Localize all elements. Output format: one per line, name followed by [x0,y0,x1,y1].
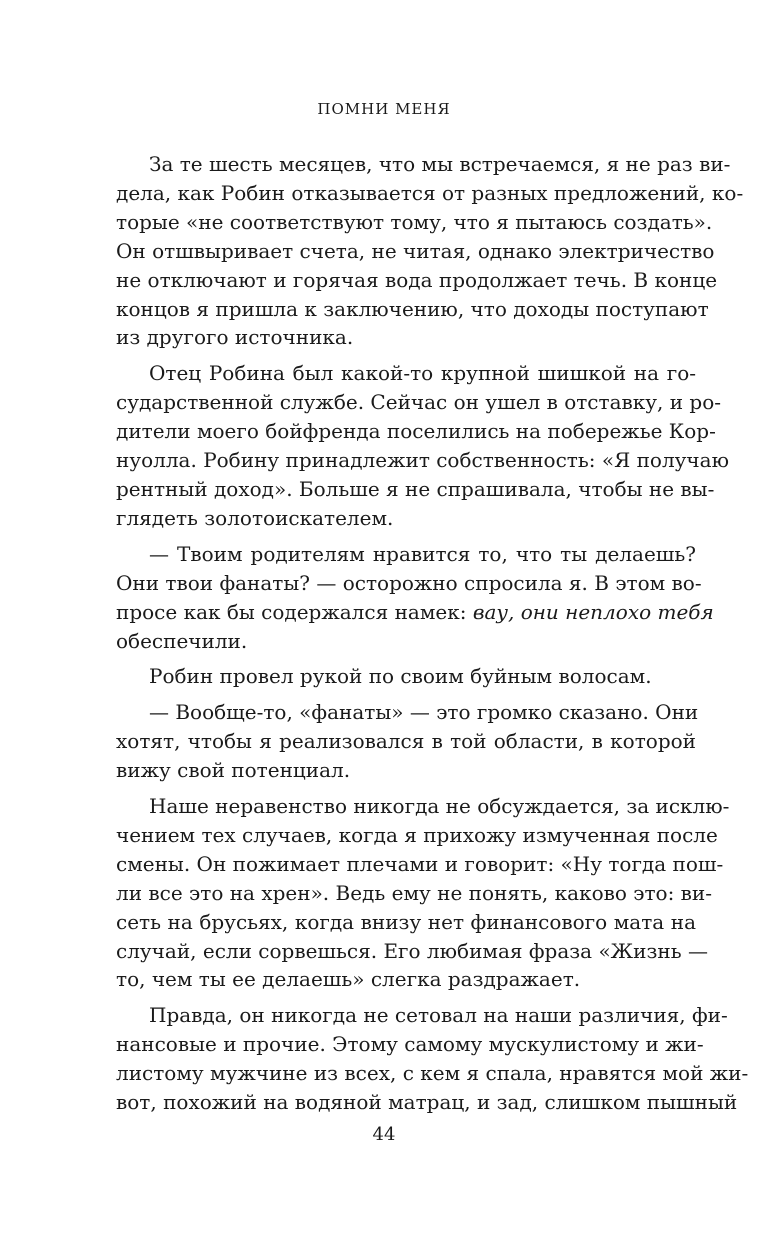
paragraph-2-line-1: Отец Робина был какой-то крупной шишкой на го- [149,361,696,386]
paragraph-1-line-3: торые «не соответствуют тому, что я пытаюсь создать». [116,209,713,234]
paragraph-2-line-4: нуолла. Робину принадлежит собственность: «Я получаю [116,448,729,473]
paragraph-1-line-6: концов я пришла к заключению, что доходы поступают [116,296,709,321]
paragraph-5-line-3: вижу свой потенциал. [116,758,351,783]
paragraph-3-line-2: Они твои фанаты? — осторожно спросила я. В этом во- [116,570,702,595]
paragraph-6-line-6: случай, если сорвешься. Его любимая фраза «Жизнь — [116,938,708,963]
running-head: ПОМНИ МЕНЯ [317,100,451,118]
paragraph-7-line-2: нансовые и прочие. Этому самому мускулистому и жи- [116,1032,704,1057]
page-number: 44 [372,1124,396,1145]
paragraph-2-line-5: рентный доход». Больше я не спрашивала, чтобы не вы- [116,476,715,501]
paragraph-5-line-1: — Вообще-то, «фанаты» — это громко сказано. Они [149,700,699,725]
paragraph-5-line-2: хотят, чтобы я реализовался в той области, в которой [116,729,696,754]
paragraph-1-line-5: не отключают и горячая вода продолжает течь. В конце [116,267,718,292]
body-text [116,150,749,1117]
paragraph-6-line-1: Наше неравенство никогда не обсуждается, за исклю- [149,794,730,819]
paragraph-7-line-4: вот, похожий на водяной матрац, и зад, слишком пышный [116,1090,738,1115]
paragraph-2-line-6: глядеть золотоискателем. [116,505,394,530]
paragraph-2-line-2: сударственной службе. Сейчас он ушел в отставку, и ро- [116,390,722,415]
paragraph-7-line-3: листому мужчине из всех, с кем я спала, нравятся мой жи- [116,1061,749,1086]
paragraph-1-line-1: За те шесть месяцев, что мы встречаемся, я не раз ви- [149,152,731,176]
paragraph-2-line-3: дители моего бойфренда поселились на побережье Кор- [116,419,716,444]
paragraph-3-line-4: обеспечили. [116,628,248,653]
paragraph-6-line-3: смены. Он пожимает плечами и говорит: «Ну тогда пош- [116,851,724,876]
paragraph-6-line-5: сеть на брусьях, когда внизу нет финансового мата на [116,909,696,934]
paragraph-1-line-2: дела, как Робин отказывается от разных предложений, ко- [116,180,744,205]
paragraph-3-line-1: — Твоим родителям нравится то, что ты делаешь? [149,541,696,566]
paragraph-3-line-3 [116,598,714,627]
paragraph-3-line-3-italic: вау, они неплохо тебя [472,599,714,624]
paragraph-1-line-4: Он отшвыривает счета, не читая, однако электричество [116,238,715,263]
paragraph-7-line-1: Правда, он никогда не сетовал на наши различия, фи- [149,1003,728,1028]
paragraph-1-line-7: из другого источника. [116,325,354,350]
paragraph-6-line-4: ли все это на хрен». Ведь ему не понять, каково это: ви- [116,880,713,905]
paragraph-4-line-1: Робин провел рукой по своим буйным волосам. [149,664,652,689]
paragraph-6-line-7: то, чем ты ее делаешь» слегка раздражает. [116,967,581,992]
paragraph-6-line-2: чением тех случаев, когда я прихожу измученная после [116,822,718,847]
paragraph-3-line-3-roman: просе как бы содержался намек: [116,599,467,624]
